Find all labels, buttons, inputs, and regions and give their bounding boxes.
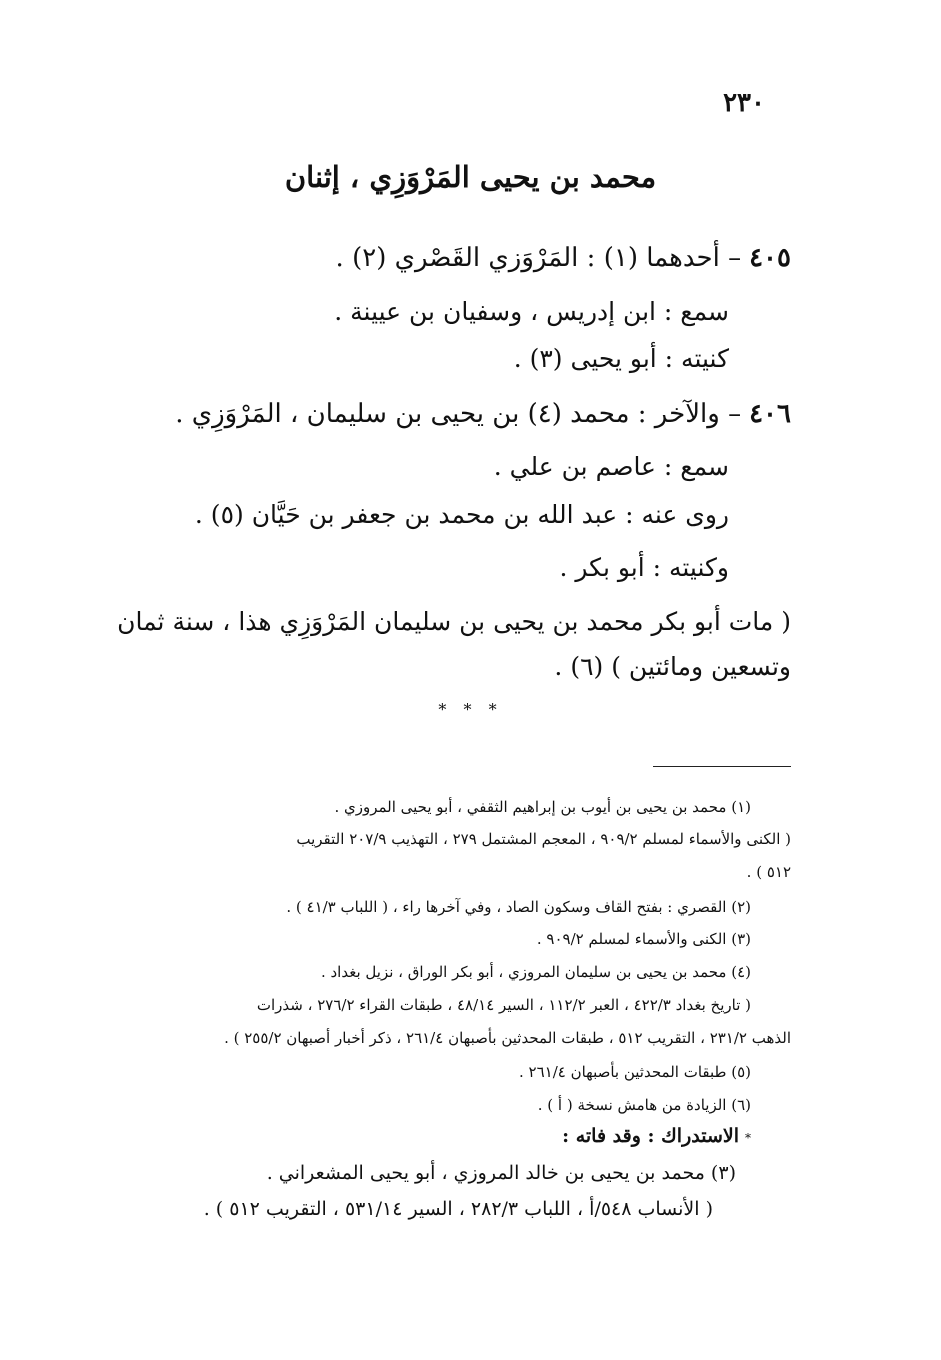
entry-number: ٤٠٦ — [749, 399, 791, 429]
addendum-heading-rest: : وقد فاته : — [562, 1125, 662, 1147]
entry-number: ٤٠٥ — [749, 243, 791, 273]
footnote-4: (٤) محمد بن يحيى بن سليمان المروزي ، أبو بكر الوراق ، نزيل بغداد . — [320, 963, 751, 981]
entry-406-line-heard: سمع : عاصم بن علي . — [493, 452, 729, 481]
entry-heading-text: – والآخر : محمد (٤) بن يحيى بن سليمان ، المَرْوَزِي . — [175, 399, 742, 429]
closing-line-1: ( مات أبو بكر محمد بن يحيى بن سليمان المَرْوَزِي هذا ، سنة ثمان — [117, 607, 791, 636]
footnote-3: (٣) الكنى والأسماء لمسلم ٩٠٩/٢ . — [536, 930, 751, 948]
footnote-5: (٥) طبقات المحدثين بأصبهان ٢٦١/٤ . — [518, 1063, 751, 1081]
footnote-4-sources-cont: الذهب ٢٣١/٢ ، التقريب ٥١٢ ، طبقات المحدثين بأصبهان ٢٦١/٤ ، ذكر أخبار أصبهان ٢٥٥/٢ ) . — [224, 1029, 791, 1047]
footnote-divider — [653, 766, 791, 767]
footnote-2: (٢) القصري : بفتح القاف وسكون الصاد ، وفي آخرها راء ، ( اللباب ٤١/٣ ) . — [286, 898, 751, 916]
entry-406-heading — [175, 399, 791, 429]
section-separator: * * * — [438, 700, 503, 719]
entry-406-line-kunya: وكنيته : أبو بكر . — [559, 553, 729, 582]
page-title: محمد بن يحيى المَرْوَزِي ، إثنان — [284, 160, 657, 194]
entry-405-heading — [336, 243, 791, 273]
footnote-6: (٦) الزيادة من هامش نسخة ( أ ) . — [537, 1096, 751, 1114]
addendum-heading — [562, 1125, 751, 1147]
addendum-sources: ( الأنساب ٥٤٨/أ ، اللباب ٢٨٢/٣ ، السير ٥٣١/١٤ ، التقريب ٥١٢ ) . — [203, 1198, 713, 1220]
closing-line-2: وتسعين ومائتين ) (٦) . — [554, 652, 791, 681]
entry-405-line-heard: سمع : ابن إدريس ، وسفيان بن عيينة . — [334, 297, 729, 326]
footnote-1-sources-cont: ٥١٢ ) . — [746, 863, 791, 881]
entry-heading-text: – أحدهما (١) : المَرْوَزي القَصْري (٢) . — [335, 243, 742, 273]
footnote-1: (١) محمد بن يحيى بن أيوب بن إبراهيم الثقفي ، أبو يحيى المروزي . — [334, 798, 751, 816]
page-number: ٢٣٠ — [723, 88, 765, 118]
addendum-heading-label: الاستدراك — [661, 1125, 739, 1147]
footnote-1-sources: ( الكنى والأسماء لمسلم ٩٠٩/٢ ، المعجم المشتمل ٢٧٩ ، التهذيب ٢٠٧/٩ التقريب — [296, 830, 791, 848]
entry-406-line-narrated: روى عنه : عبد الله بن محمد بن جعفر بن حَيَّان (٥) . — [194, 500, 729, 529]
addendum-entry: (٣) محمد بن يحيى بن خالد المروزي ، أبو يحيى المشعراني . — [266, 1162, 736, 1184]
entry-405-line-kunya: كنيته : أبو يحيى (٣) . — [513, 344, 729, 373]
footnote-4-sources: ( تاريخ بغداد ٤٢٢/٣ ، العبر ١١٢/٢ ، السير ٤٨/١٤ ، طبقات القراء ٢٧٦/٢ ، شذرات — [256, 996, 751, 1014]
addendum-marker: * — [745, 1131, 751, 1145]
